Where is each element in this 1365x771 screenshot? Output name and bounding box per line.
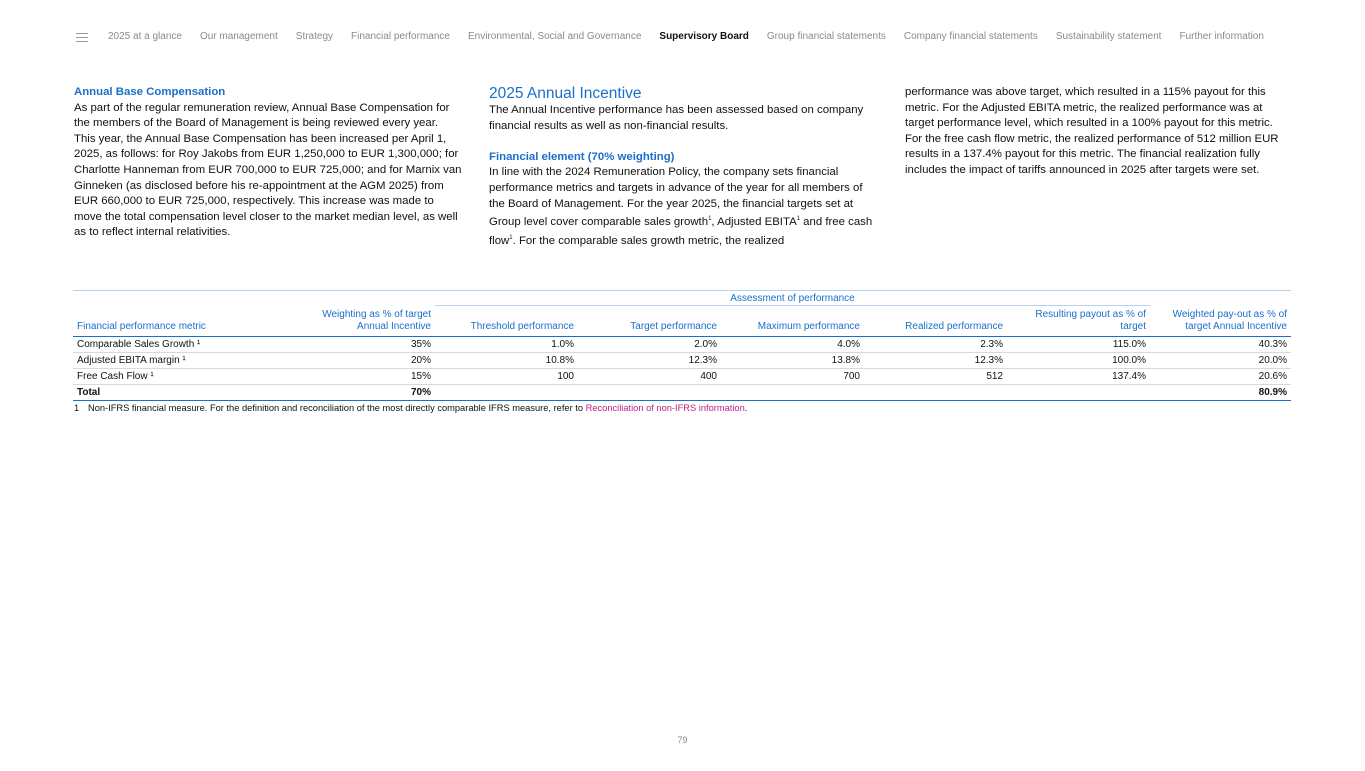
nav-item-financial-performance[interactable]: Financial performance bbox=[351, 31, 450, 42]
nav-item-strategy[interactable]: Strategy bbox=[295, 31, 334, 42]
nav-item-sustainability[interactable]: Sustainability statement bbox=[1055, 31, 1162, 42]
nav-item-glance[interactable]: 2025 at a glance bbox=[108, 31, 182, 42]
table-footnote: 1 Non-IFRS financial measure. For the definition and reconciliation of the most directly comparable IFRS measure, refer to Reconciliation of non-IFRS information. bbox=[74, 403, 748, 413]
column-annual-base-compensation bbox=[74, 85, 462, 241]
nav-item-supervisory-board[interactable]: Supervisory Board bbox=[659, 31, 749, 42]
table-total-row: Total 70% 80.9% bbox=[73, 385, 1291, 401]
col-header-threshold: Threshold performance bbox=[470, 321, 574, 332]
nav-item-further-info[interactable]: Further information bbox=[1179, 31, 1264, 42]
annual-incentive-intro: The Annual Incentive performance has been assessed based on company financial results as well as non-financial results. bbox=[489, 104, 864, 132]
col-header-maximum: Maximum performance bbox=[757, 321, 860, 332]
financial-performance-table bbox=[73, 290, 1291, 401]
financial-element-text: In line with the 2024 Remuneration Policy, the company sets financial performance metrics and targets in advance of the year for all members of the Board of Management. For the year 2025, the financial targets set at Group level cover comparable sales growth$^1$, Adjusted EBITA$^1$ and free cash flow$^1$. For the comparable sales growth metric, the realized bbox=[489, 166, 873, 247]
hamburger-menu-icon[interactable] bbox=[76, 33, 88, 42]
annual-base-compensation-text: As part of the regular remuneration review, Annual Base Compensation for the members of the Board of Management is being reviewed every year. This year, the Annual Base Compensation has been increased per April 1, 2025, as follows: for Roy Jakobs from EUR 1,250,000 to EUR 1,300,000; for Charlotte Hanneman from EUR 700,000 to EUR 725,000; and for Marnix van Ginneken (as disclosed before his re-appointment at the AGM 2025) from EUR 660,000 to EUR 725,000, respectively. This increase was made to move the total compensation level closer to the market median level, as well as to reflect internal relativities. bbox=[74, 101, 462, 239]
column-annual-incentive bbox=[489, 85, 877, 249]
payout-explanation-text: performance was above target, which resulted in a 115% payout for this metric. For the Adjusted EBITA metric, the realized performance was at target performance level, which resulted in a 100% payout for this metric. For the free cash flow metric, the realized performance of 512 million EUR results in a 137.4% payout for this metric. The financial realization fully includes the impact of tariffs announced in 2025 after targets were set. bbox=[905, 86, 1279, 176]
table-row: Adjusted EBITA margin ¹ 20% 10.8% 12.3% 13.8% 12.3% 100.0% 20.0% bbox=[73, 353, 1291, 369]
footnote-text: Non-IFRS financial measure. For the definition and reconciliation of the most directly comparable IFRS measure, refer to bbox=[88, 403, 586, 413]
col-header-weighted-payout: Weighted pay-out as % of target Annual Incentive bbox=[1172, 309, 1287, 332]
financial-element-heading: Financial element (70% weighting) bbox=[489, 150, 675, 163]
footnote-mark: 1 bbox=[74, 403, 80, 413]
table-row: Free Cash Flow ¹ 15% 100 400 700 512 137.4% 20.6% bbox=[73, 369, 1291, 385]
column-continued-text bbox=[905, 85, 1293, 179]
nav-items bbox=[108, 31, 1282, 43]
col-header-realized: Realized performance bbox=[905, 321, 1003, 332]
col-header-metric: Financial performance metric bbox=[77, 321, 206, 332]
assessment-group-header: Assessment of performance bbox=[435, 291, 1150, 306]
col-header-payout: Resulting payout as % of target bbox=[1035, 309, 1146, 332]
col-header-weighting: Weighting as % of target Annual Incentive bbox=[322, 309, 431, 332]
non-ifrs-reconciliation-link[interactable]: Reconciliation of non-IFRS information bbox=[585, 403, 745, 413]
top-navigation bbox=[0, 0, 1365, 75]
nav-item-company-statements[interactable]: Company financial statements bbox=[903, 31, 1038, 42]
annual-base-compensation-heading: Annual Base Compensation bbox=[74, 86, 226, 98]
nav-item-esg[interactable]: Environmental, Social and Governance bbox=[467, 31, 642, 42]
nav-item-group-statements[interactable]: Group financial statements bbox=[766, 31, 886, 42]
nav-item-management[interactable]: Our management bbox=[199, 31, 278, 42]
annual-incentive-title: 2025 Annual Incentive bbox=[489, 85, 642, 102]
col-header-target: Target performance bbox=[630, 321, 717, 332]
table-row: Comparable Sales Growth ¹ 35% 1.0% 2.0% 4.0% 2.3% 115.0% 40.3% bbox=[73, 337, 1291, 353]
page-number: 79 bbox=[677, 735, 688, 745]
